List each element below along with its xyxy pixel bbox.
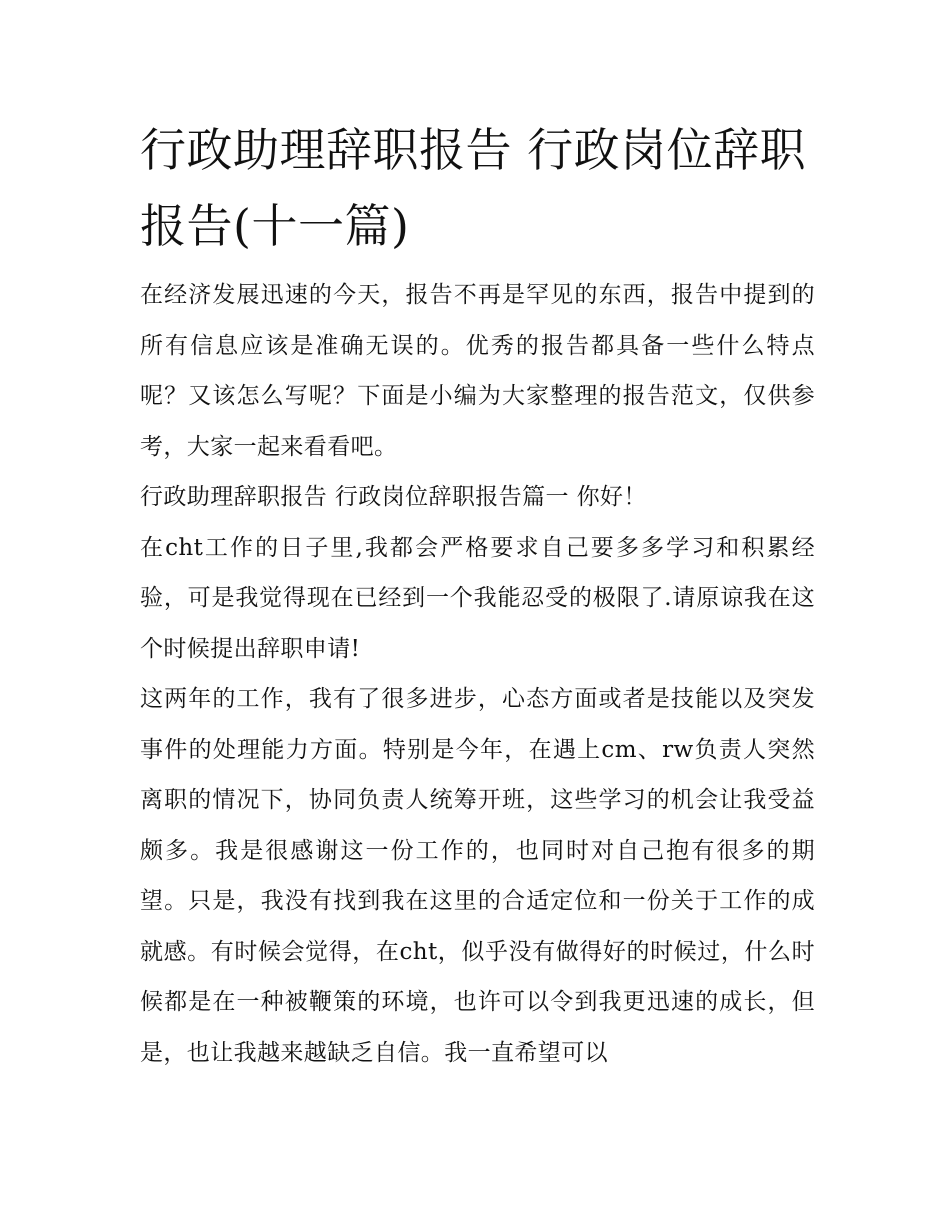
paragraph-intro: 在经济发展迅速的今天，报告不再是罕见的东西，报告中提到的所有信息应该是准确无误的。优秀的报告都具备一些什么特点呢？又该怎么写呢？下面是小编为大家整理的报告范文，仅供参考，大家一起来看看吧。: [140, 282, 815, 460]
paragraph-heading-1: 行政助理辞职报告 行政岗位辞职报告篇一 你好！: [140, 484, 647, 510]
paragraph-body-1: 在cht工作的日子里,我都会严格要求自己要多多学习和积累经验，可是我觉得现在已经到一个我能忍受的极限了.请原谅我在这个时候提出辞职申请!: [140, 534, 815, 662]
document-body: [140, 112, 815, 1078]
paragraph-body-2: 这两年的工作，我有了很多进步，心态方面或者是技能以及突发事件的处理能力方面。特别是今年，在遇上cm、rw负责人突然离职的情况下，协同负责人统筹开班，这些学习的机会让我受益颇多。我是很感谢这一份工作的，也同时对自己抱有很多的期望。只是，我没有找到我在这里的合适定位和一份关于工作的成就感。有时候会觉得，在cht，似乎没有做得好的时候过，什么时候都是在一种被鞭策的环境，也许可以令到我更迅速的成长，但是，也让我越来越缺乏自信。我一直希望可以: [140, 686, 815, 1066]
document-title: 行政助理辞职报告 行政岗位辞职报告(十一篇): [140, 123, 807, 253]
